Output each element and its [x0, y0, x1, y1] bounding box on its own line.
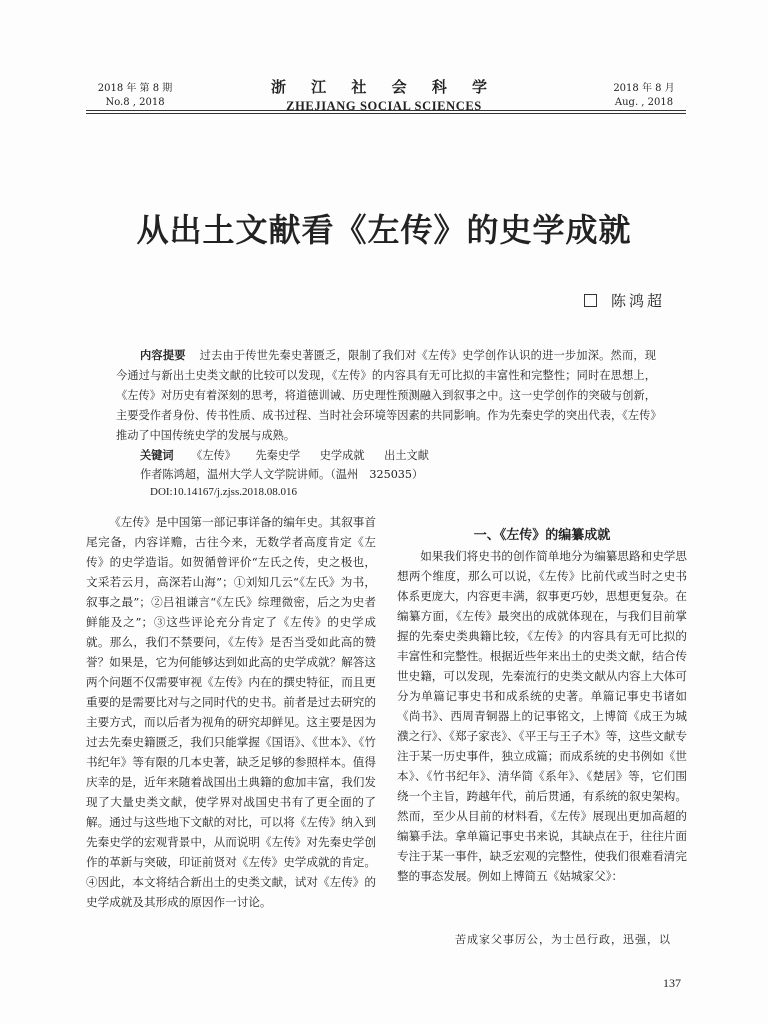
issue-number-en: No.8 , 2018 — [105, 97, 165, 108]
issue-date — [608, 82, 680, 110]
doi: DOI:10.14167/j.zjss.2018.08.016 — [150, 486, 297, 498]
keyword: 先秦史学 — [255, 449, 301, 462]
abstract-label: 内容提要 — [140, 349, 186, 362]
keyword: 史学成就 — [319, 449, 365, 462]
body-right-column: 如果我们将史书的创作简单地分为编纂思路和史学思想两个维度，那么可以说，《左传》比前代或当时之史书体系更庞大，内容更丰满，叙事更巧妙，思想更复杂。在编纂方面，《左传》最突出的成就体现在，与我们目前掌握的先秦史类典籍比较，《左传》的内容具有无可比拟的丰富性和完整性。根据近些年来出土的史类文献，结合传世史籍，可以发现，先秦流行的史类文献从内容上大体可分为单篇记事史书和成系统的史著。单篇记事史书诸如《尚书》、西周青铜器上的记事铭文，上博简《成王为城濮之行》、《郑子家丧》、《平王与王子木》等，这些文献专注于某一历史事件，独立成篇；而成系统的史书例如《世本》、《竹书纪年》、清华简《系年》、《楚居》等，它们围绕一个主旨，跨越年代，前后贯通，有系统的叙史架构。然而，至少从目前的材料看，《左传》展现出更加高超的编纂手法。拿单篇记事史书来说，其缺点在于，往往片面专注于某一事件，缺乏宏观的完整性，使我们很难看清完整的事态发展。例如上博简五《姑城家父》： — [397, 549, 687, 883]
issue-info-cn-en — [94, 82, 176, 110]
keyword: 出土文献 — [384, 449, 429, 462]
abstract-text: 过去由于传世先秦史著匮乏，限制了我们对《左传》史学创作认识的进一步加深。然而，现今通过与新出土史类文献的比较可以发现，《左传》的内容具有无可比拟的丰富性和完整性；同时在思想上，《左传》对历史有着深刻的思考，将道德训诫、历史理性预测融入到叙事之中。这一史学创作的突破与创新，主要受作者身份、传书性质、成书过程、当时社会环境等因素的共同影响。作为先秦史学的突出代表，《左传》推动了中国传统史学的发展与成熟。 — [116, 349, 656, 442]
issue-date-en: Aug. , 2018 — [614, 97, 674, 108]
body-left-column: 《左传》是中国第一部记事详备的编年史。其叙事首尾完备，内容详赡，古往今来，无数学者高度肯定《左传》的史学造诣。如贺循曾评价“左氏之传，史之极也，文采若云月，高深若山海”；①刘知几云“《左氏》为书，叙事之最”；②吕祖谦言“《左氏》综理微密，后之为史者鲜能及之”；③这些评论充分肯定了《左传》的史学成就。那么，我们不禁要问，《左传》是否当受如此高的赞誉？如果是，它为何能够达到如此高的史学成就？解答这两个问题不仅需要审视《左传》内在的撰史特征，而且更重要的是需要比对与之同时代的史书。前者是过去研究的主要方式，而以后者为视角的研究却鲜见。这主要是因为过去先秦史籍匮乏，我们只能掌握《国语》、《世本》、《竹书纪年》等有限的几本史著，缺乏足够的参照样本。值得庆幸的是，近年来随着战国出土典籍的愈加丰富，我们发现了大量史类文献，使学界对战国史书有了更全面的了解。通过与这些地下文献的对比，可以将《左传》纳入到先秦史学的宏观背景中，从而说明《左传》对先秦史学创作的革新与突破，印证前贤对《左传》史学成就的肯定。④因此，本文将结合新出土的史类文献，试对《左传》的史学成就及其形成的原因作一讨论。 — [86, 515, 376, 909]
block-quote: 苦成家父事厉公，为士邑行政，迅强，以 — [455, 933, 671, 946]
author-line — [584, 290, 665, 311]
journal-name-cn: 浙 江 社 会 科 学 — [270, 78, 498, 96]
keywords — [140, 446, 445, 466]
section-heading: 一、《左传》的编纂成就 — [473, 528, 611, 543]
article-title: 从出土文献看《左传》的史学成就 — [136, 211, 632, 249]
author-box-icon — [584, 294, 597, 307]
journal-name — [250, 76, 518, 114]
issue-date-cn: 2018 年 8 月 — [613, 83, 675, 94]
page-number: 137 — [663, 976, 681, 990]
abstract — [116, 346, 656, 446]
author-name: 陈鸿超 — [611, 292, 666, 310]
header-rule-bottom — [86, 113, 686, 114]
keyword: 《左传》 — [191, 449, 236, 462]
journal-name-en: ZHEJIANG SOCIAL SCIENCES — [286, 99, 482, 113]
keywords-label: 关键词 — [140, 449, 174, 462]
issue-number-cn: 2018 年 第 8 期 — [97, 83, 173, 94]
author-affiliation: 作者陈鸿超，温州大学人文学院讲师。（温州 325035） — [140, 468, 424, 481]
header-rule-top — [86, 110, 686, 111]
